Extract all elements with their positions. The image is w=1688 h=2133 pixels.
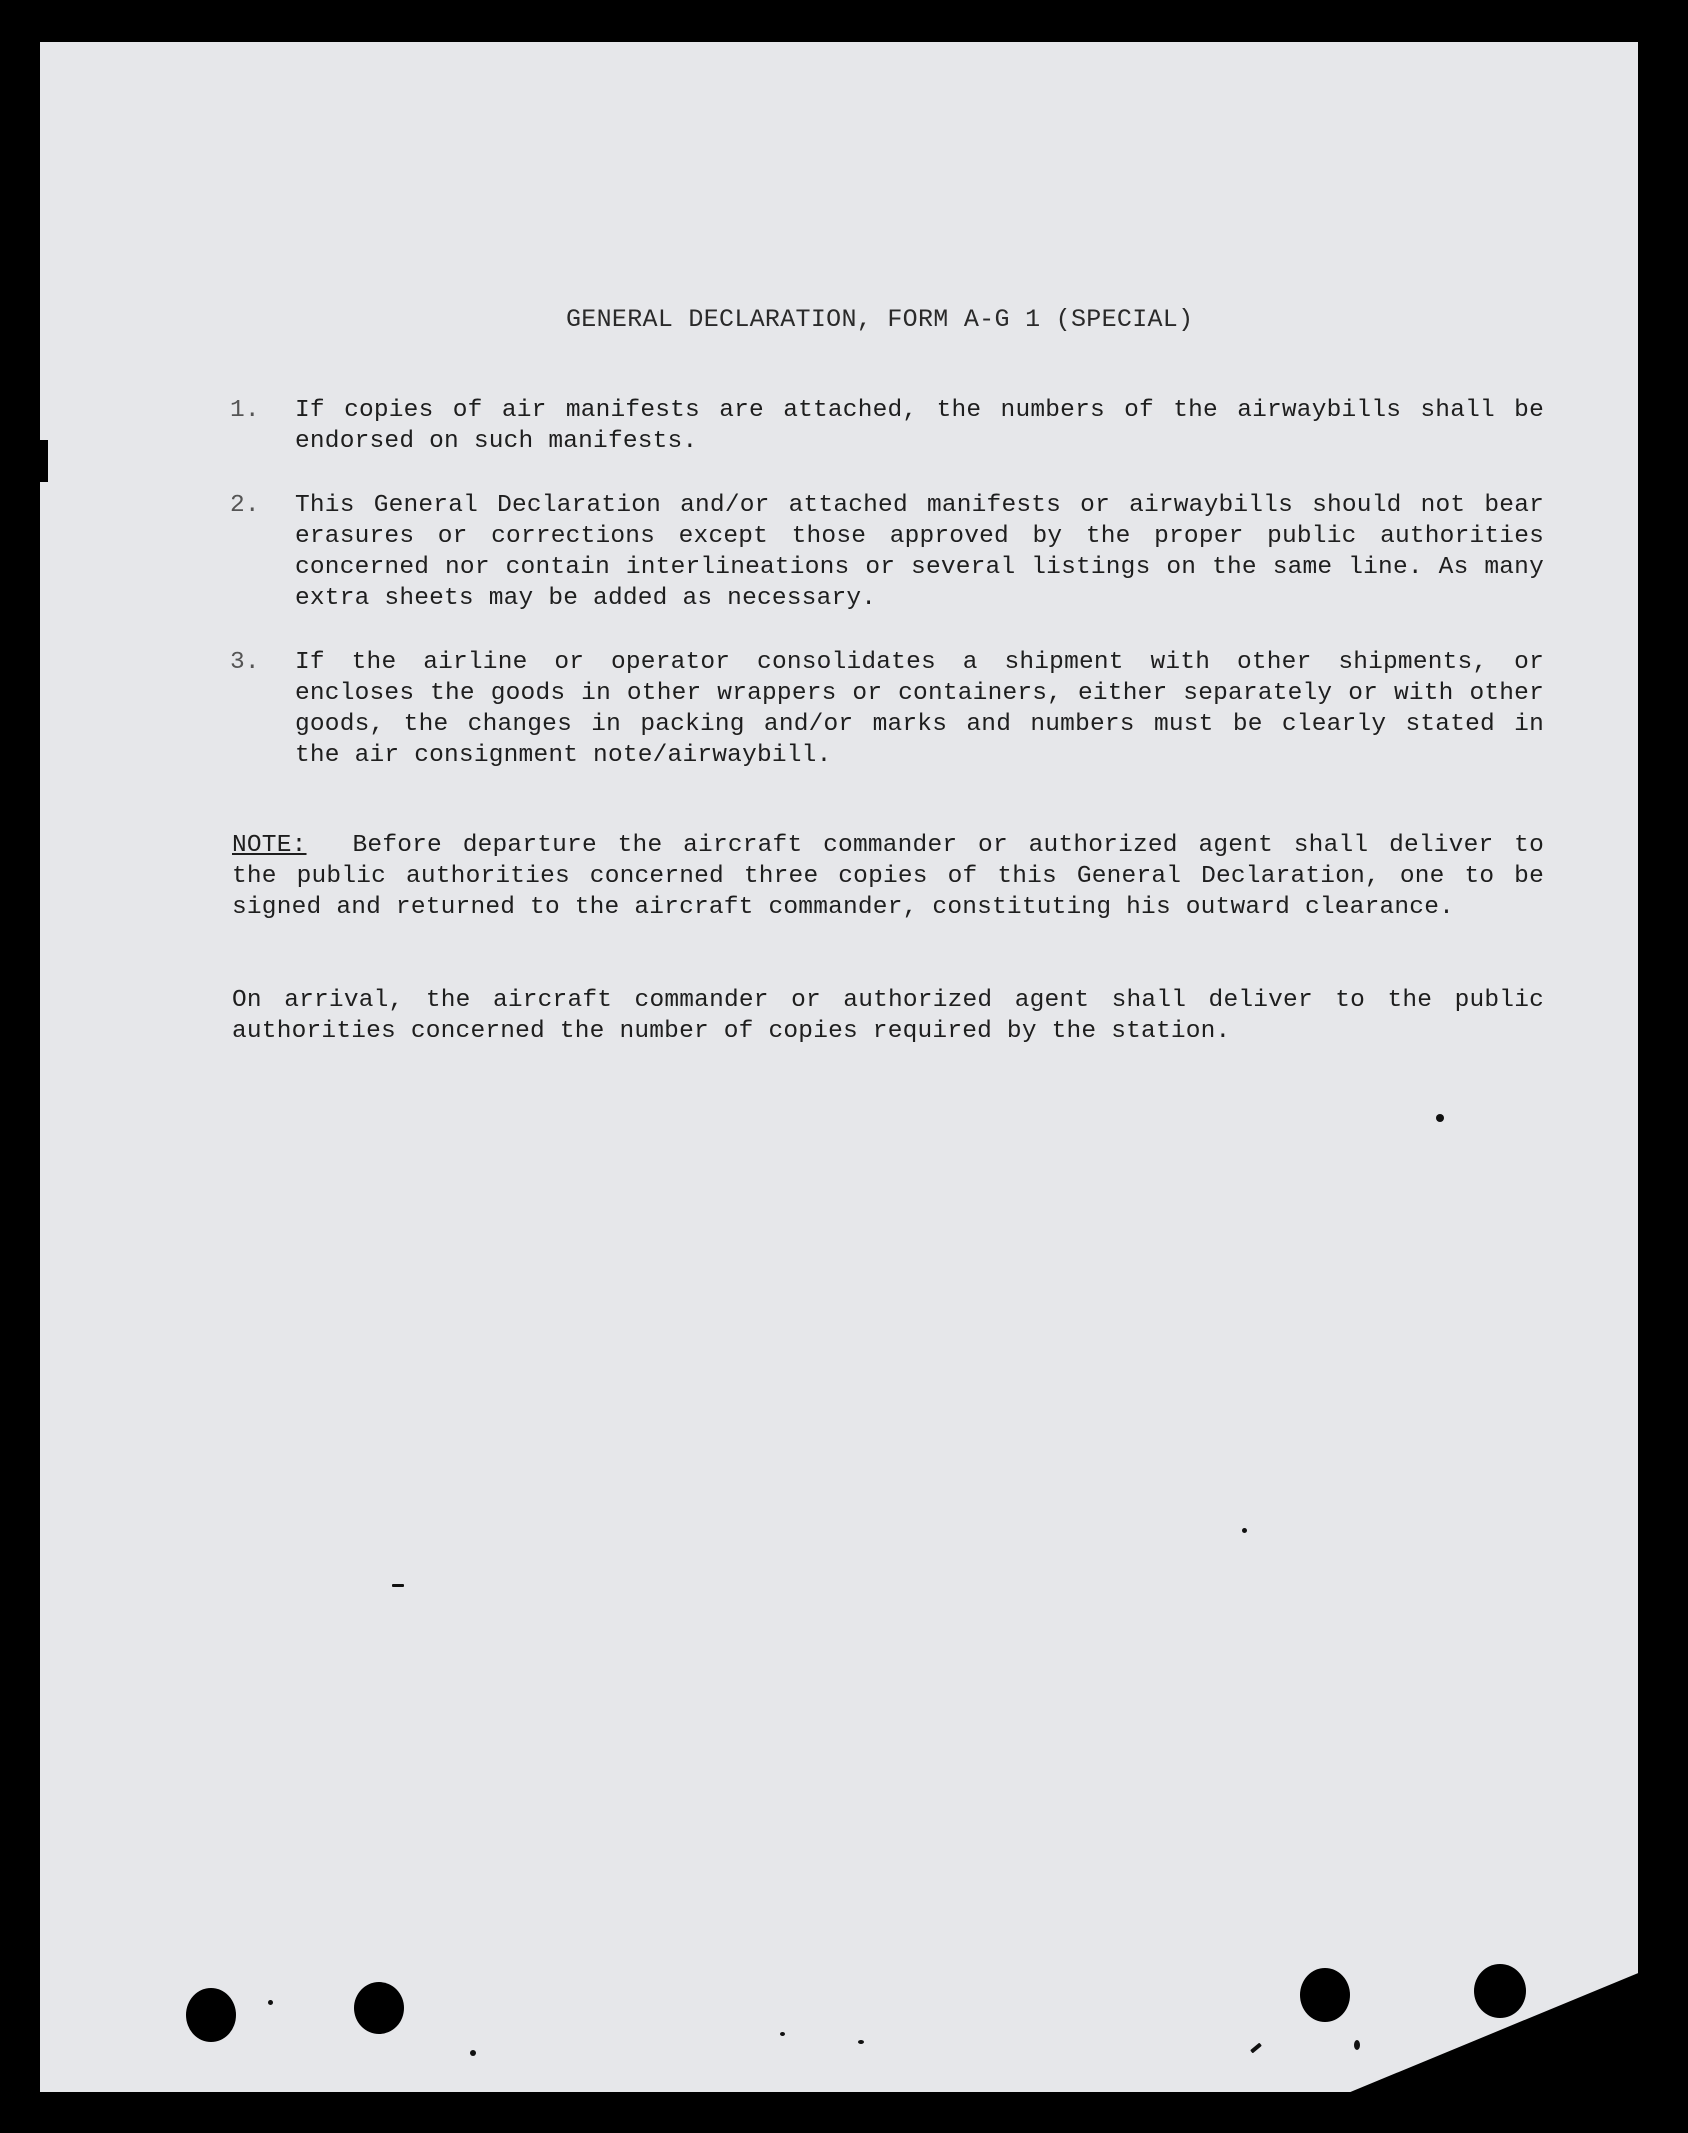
note-paragraph [232,830,1544,923]
list-item-text: This General Declaration and/or attached manifests or airwaybills should not bear erasures or corrections except those approved by the proper public authorities concerned nor contain interlineations or several listings on the same line. As many extra sheets may be added as necessary. [295,492,1544,612]
scan-speck [780,2032,785,2036]
list-item-number: 3. [230,649,260,676]
scan-speck [268,2000,273,2005]
document-title: GENERAL DECLARATION, FORM A-G 1 (SPECIAL) [566,305,1194,334]
document-page [40,42,1638,2092]
arrival-paragraph: On arrival, the aircraft commander or authorized agent shall deliver to the public authorities concerned the number of copies required by the station. [232,987,1544,1045]
note-text: Before departure the aircraft commander or authorized agent shall deliver to the public authorities concerned three copies of this General Declaration, one to be signed and returned to the aircraft commander, constituting his outward clearance. [232,832,1544,921]
scan-speck [1242,1528,1247,1533]
scan-speck [1354,2040,1360,2050]
list-item-2 [230,490,1544,614]
scan-speck [1436,1114,1444,1122]
punch-hole [1300,1968,1350,2022]
scan-speck [858,2040,864,2044]
list-item-number: 1. [230,397,260,424]
scan-speck [470,2050,476,2056]
scan-speck [392,1584,404,1587]
list-item-number: 2. [230,492,260,519]
list-item-3 [230,647,1544,771]
list-item-1 [230,395,1544,457]
list-item-text: If the airline or operator consolidates a shipment with other shipments, or encloses the goods in other wrappers or containers, either separately or with other goods, the changes in packing and/or marks and numbers must be clearly stated in the air consignment note/airwaybill. [295,649,1544,769]
punch-hole [1474,1964,1526,2018]
note-label: NOTE: [232,832,307,859]
scan-edge-mark [40,440,48,482]
punch-hole [354,1982,404,2034]
list-item-text: If copies of air manifests are attached, the numbers of the airwaybills shall be endorsed on such manifests. [295,397,1544,455]
punch-hole [186,1988,236,2042]
